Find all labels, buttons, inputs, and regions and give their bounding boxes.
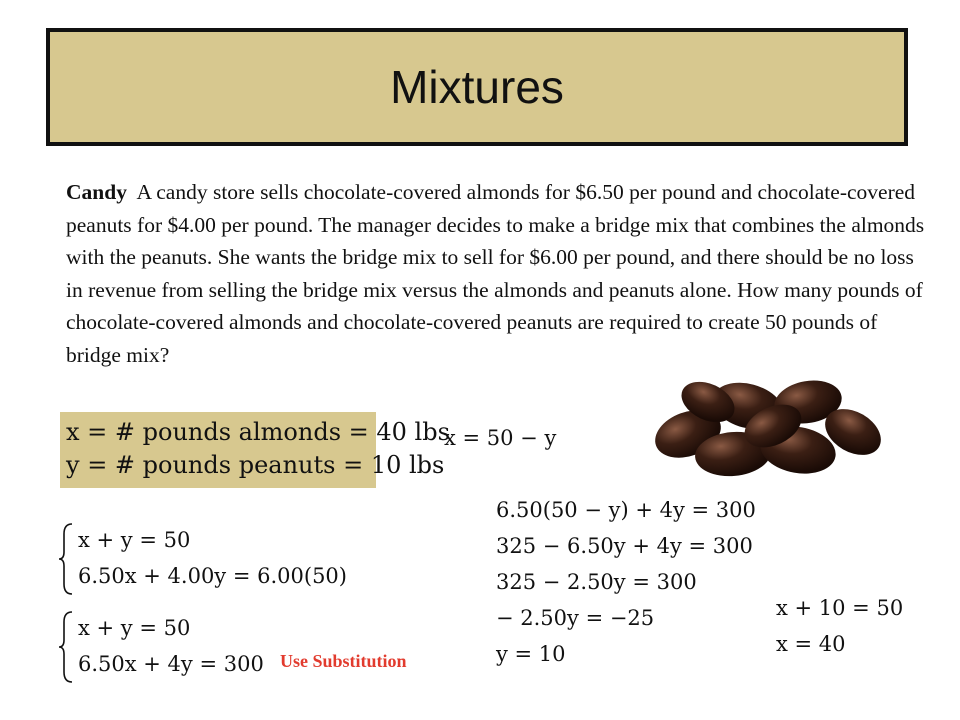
chocolate-candy-image [648, 362, 888, 484]
solve-for-x: x = 50 − y [444, 426, 557, 450]
title-box [46, 28, 908, 146]
problem-text: A candy store sells chocolate-covered almonds for $6.50 per pound and chocolate-covered peanuts for $4.00 per pound. The manager decides to make a bridge mix that combines the almonds with the peanuts. She wants the bridge mix to sell for $6.00 per pound, and there should be no loss in revenue from selling the bridge mix versus the almonds and peanuts alone. How many pounds of chocolate-covered almonds and chocolate-covered peanuts are required to create 50 pounds of bridge mix? [66, 180, 925, 367]
substitution-steps [496, 492, 756, 672]
step-3: 325 − 2.50y = 300 [496, 570, 697, 594]
step-1: 6.50(50 − y) + 4y = 300 [496, 498, 756, 522]
back-step-1: x + 10 = 50 [776, 596, 904, 620]
step-5: y = 10 [496, 642, 566, 666]
brace-icon [58, 610, 74, 684]
back-step-2: x = 40 [776, 632, 846, 656]
system-1-eq-2: 6.50x + 4.00y = 6.00(50) [78, 564, 347, 588]
system-2-eq-2: 6.50x + 4y = 300 [78, 652, 264, 676]
system-2-eq-1: x + y = 50 [78, 616, 191, 640]
definition-x: x = # pounds almonds = 40 lbs [66, 418, 450, 446]
hint-label: Use Substitution [280, 651, 407, 671]
step-4: − 2.50y = −25 [496, 606, 655, 630]
step-2: 325 − 6.50y + 4y = 300 [496, 534, 753, 558]
system-2 [58, 610, 318, 684]
system-1-eq-1: x + y = 50 [78, 528, 191, 552]
problem-lead: Candy [66, 180, 127, 204]
brace-icon [58, 522, 74, 596]
problem-statement [66, 176, 926, 371]
slide-title: Mixtures [390, 61, 564, 113]
back-substitution [776, 590, 903, 662]
system-1 [58, 522, 388, 596]
definition-y: y = # pounds peanuts = 10 lbs [66, 451, 445, 479]
variable-definitions [60, 412, 450, 488]
